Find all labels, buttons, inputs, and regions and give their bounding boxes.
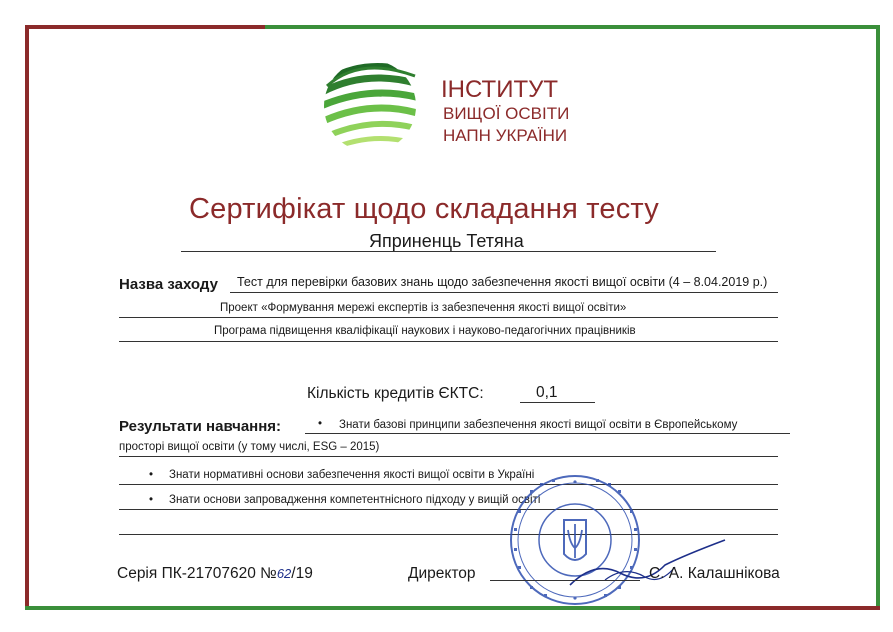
program-underline xyxy=(119,341,778,342)
credits-underline xyxy=(520,402,595,403)
result-item-2: Знати нормативні основи забезпечення якості вищої освіти в Україні xyxy=(169,469,535,481)
result-bullet-3: • xyxy=(149,494,154,506)
result-item-1: Знати базові принципи забезпечення якості вищої освіти в Європейському xyxy=(339,419,738,431)
results-label: Результати навчання: xyxy=(119,418,282,435)
director-label: Директор xyxy=(408,565,476,582)
signature-underline xyxy=(490,580,640,581)
result-bullet-2: • xyxy=(149,469,154,481)
recipient-name: Яприненць Тетяна xyxy=(369,231,524,251)
green-globe-logo-icon xyxy=(305,56,435,156)
credits-label: Кількість кредитів ЄКТС: xyxy=(307,385,484,402)
series-year: /19 xyxy=(291,565,313,582)
result-underline-4 xyxy=(119,509,778,510)
series-number: 62 xyxy=(276,566,292,581)
program-name: Програма підвищення кваліфікації наукових і науково-педагогічних працівників xyxy=(214,325,636,337)
project-underline xyxy=(119,317,778,318)
credits-value: 0,1 xyxy=(536,384,558,401)
institute-name-line2: ВИЩОЇ ОСВІТИ xyxy=(443,104,570,123)
series-label xyxy=(117,565,313,583)
recipient-underline xyxy=(181,251,716,252)
project-name: Проект «Формування мережі експертів із забезпечення якості вищої освіти» xyxy=(220,302,627,314)
result-underline-3 xyxy=(119,484,778,485)
event-underline xyxy=(230,292,778,293)
result-item-3: Знати основи запровадження компетентнісного підходу у вищій освіті xyxy=(169,494,541,506)
frame-left xyxy=(25,25,29,610)
institute-name-line1: ІНСТИТУТ xyxy=(441,76,559,103)
result-underline-1 xyxy=(305,433,790,434)
result-bullet-1: • xyxy=(318,418,323,430)
event-label: Назва заходу xyxy=(119,276,218,293)
result-item-1-continued: просторі вищої освіти (у тому числі, ESG – 2015) xyxy=(119,441,380,453)
frame-right xyxy=(876,25,880,610)
frame-bottom-maroon xyxy=(640,606,880,610)
director-name: С. А. Калашнікова xyxy=(649,565,780,582)
frame-top-maroon xyxy=(25,25,265,29)
result-underline-2 xyxy=(119,456,778,457)
event-name: Тест для перевірки базових знань щодо забезпечення якості вищої освіти (4 – 8.04.2019 р.) xyxy=(237,275,768,289)
certificate-title: Сертифікат щодо складання тесту xyxy=(189,193,659,225)
institute-name-line3: НАПН УКРАЇНИ xyxy=(443,126,568,145)
series-prefix: Серія ПК-21707620 № xyxy=(117,565,277,582)
